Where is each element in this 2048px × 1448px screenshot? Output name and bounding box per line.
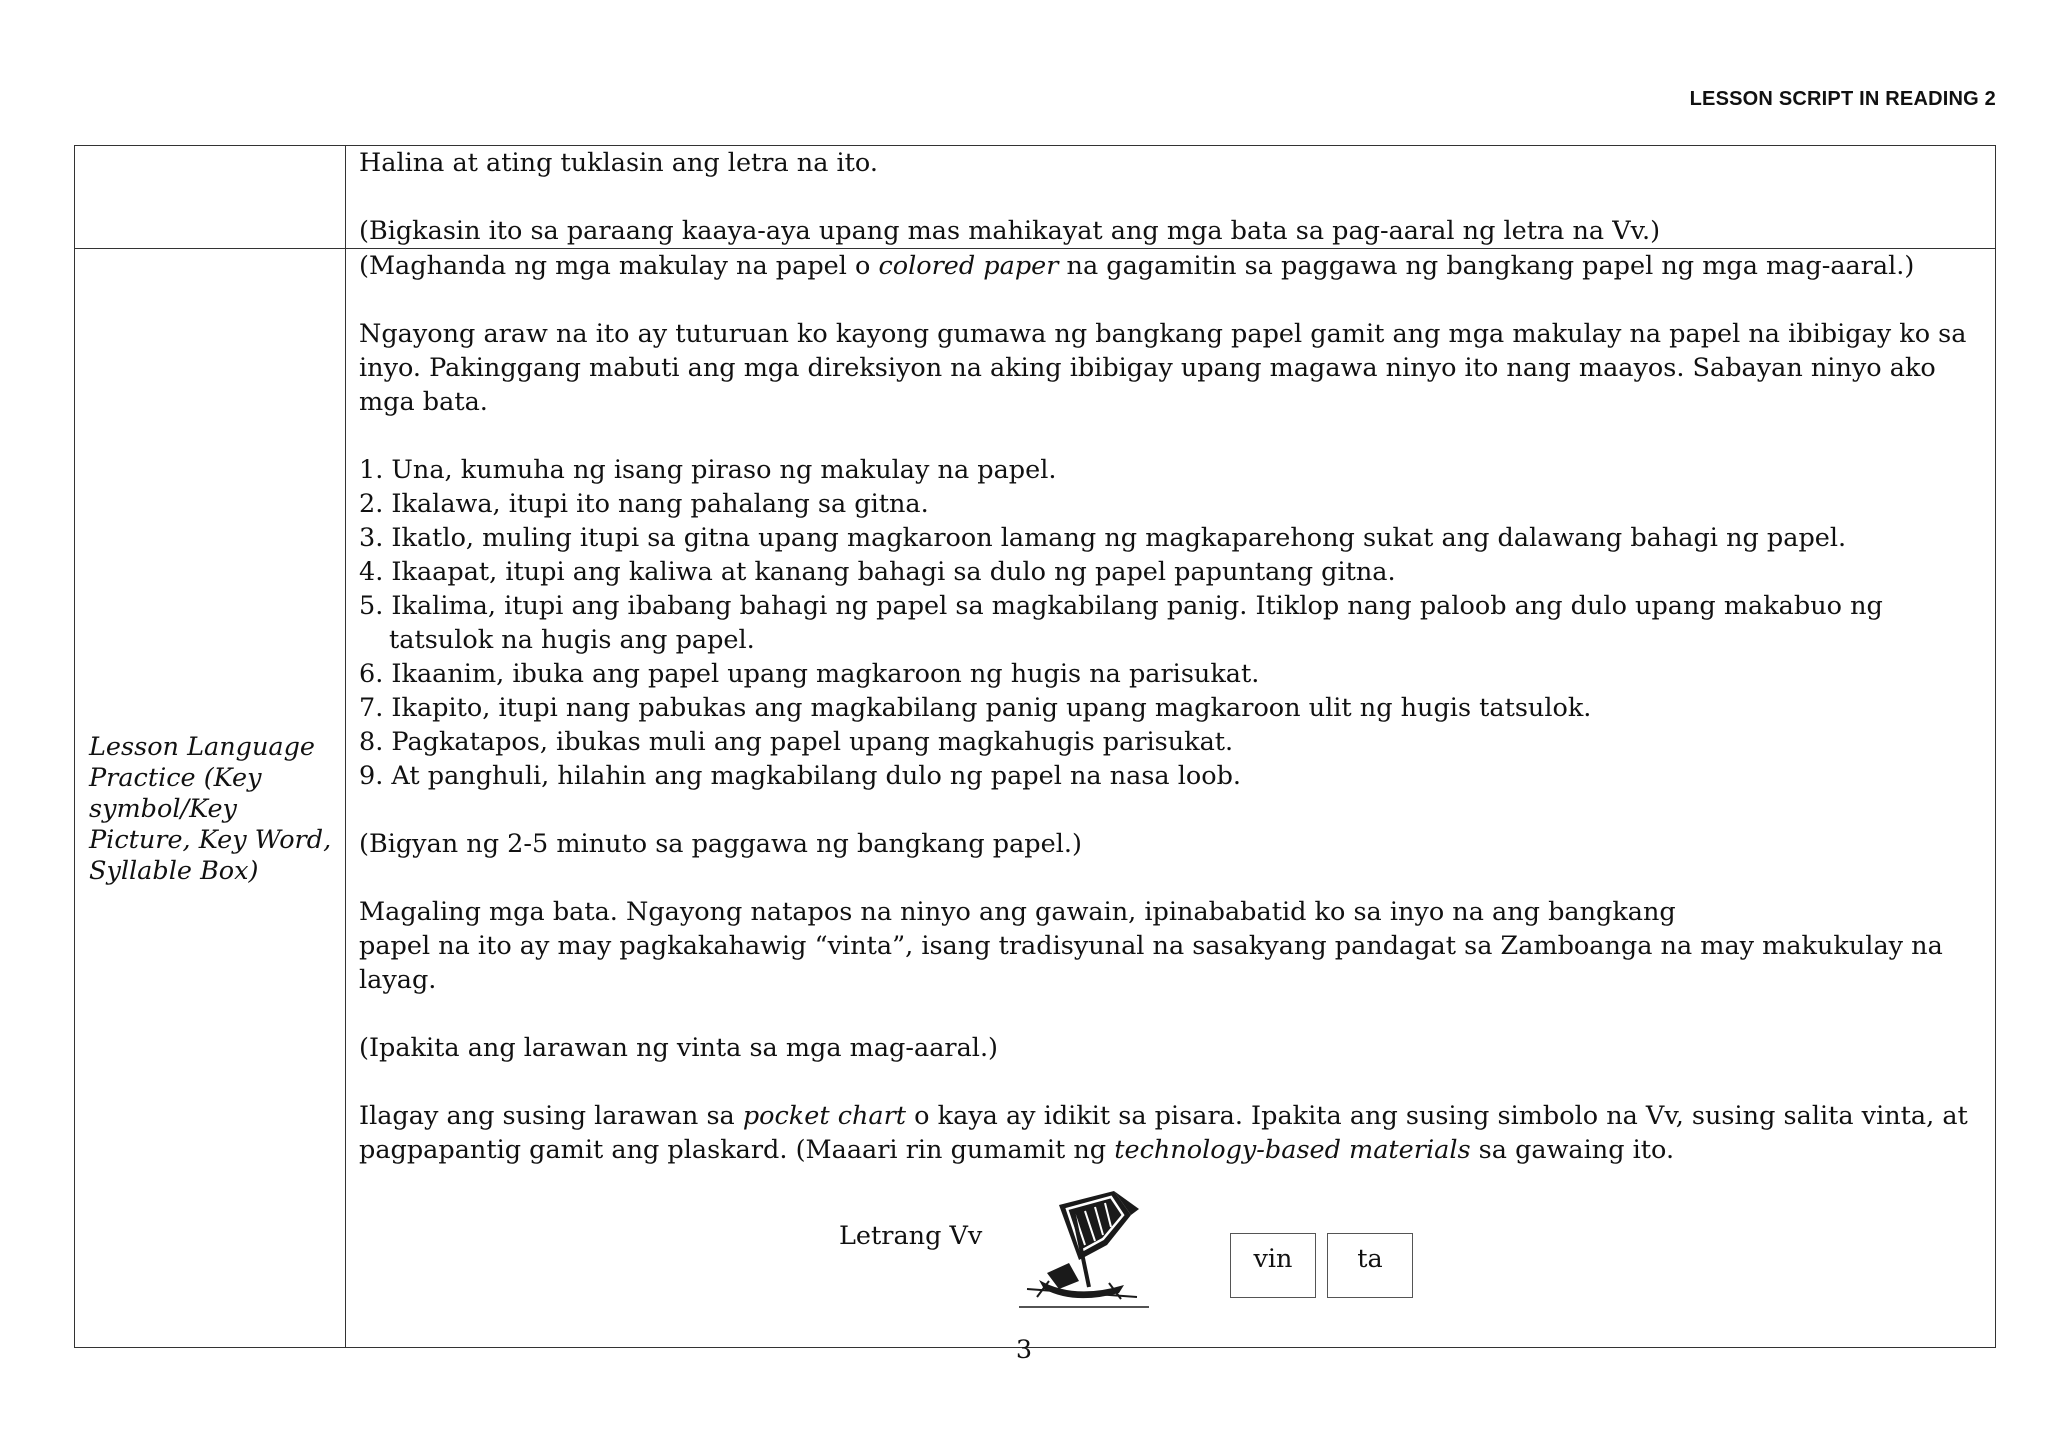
section-label: Lesson Language Practice (Key symbol/Key Picture, Key Word, Syllable Box) <box>89 731 332 886</box>
list-item: 2. Ikalawa, itupi ito nang pahalang sa gitna. <box>359 489 929 519</box>
pocket-chart-instruction: Ilagay ang susing larawan sa pocket chart o kaya ay idikit sa pisara. Ipakita ang susing simbolo na Vv, susing salita vinta, at pagpapantig gamit ang plaskard. (Maaari rin gumamit ng technology-based materials sa gawaing ito. <box>359 1101 1968 1165</box>
list-item: 4. Ikaapat, itupi ang kaliwa at kanang bahagi sa dulo ng papel papuntang gitna. <box>359 557 1396 587</box>
row-label-cell <box>75 146 346 249</box>
vinta-line-1: Magaling mga bata. Ngayong natapos na ninyo ang gawain, ipinababatid ko sa inyo na ang bangkang <box>359 897 1676 927</box>
letter-label: Letrang Vv <box>839 1221 983 1251</box>
preparation-note: (Maghanda ng mga makulay na papel o colored paper na gagamitin sa paggawa ng bangkang papel ng mga mag-aaral.) <box>359 251 1915 281</box>
list-item: 7. Ikapito, itupi nang pabukas ang magkabilang panig upang magkaroon ulit ng hugis tatsulok. <box>359 693 1592 723</box>
syllable-box-vin: vin <box>1230 1233 1316 1298</box>
show-picture-note: (Ipakita ang larawan ng vinta sa mga mag-aaral.) <box>359 1033 999 1063</box>
page-number: 3 <box>1015 1335 1033 1365</box>
table-row <box>75 146 1996 249</box>
teacher-intro: Ngayong araw na ito ay tuturuan ko kayong gumawa ng bangkang papel gamit ang mga makulay na papel na ibibigay ko sa inyo. Pakinggang mabuti ang mga direksiyon na aking ibibigay upang magawa ninyo ito nang maayos. Sabayan ninyo ako mga bata. <box>359 319 1967 417</box>
row-content-cell <box>346 146 1996 249</box>
list-item: 5. Ikalima, itupi ang ibabang bahagi ng papel sa magkabilang panig. Itiklop nang paloob ang dulo upang makabuo ng tatsulok na hugis ang papel. <box>359 591 1883 655</box>
vinta-line-2: papel na ito ay may pagkakahawig “vinta”, isang tradisyunal na sasakyang pandagat sa Zamboanga na may makukulay na layag. <box>359 931 1943 995</box>
intro-line: Halina at ating tuklasin ang letra na ito. <box>359 148 878 178</box>
list-item: 6. Ikaanim, ibuka ang papel upang magkaroon ng hugis na parisukat. <box>359 659 1260 689</box>
list-item: 9. At panghuli, hilahin ang magkabilang dulo ng papel na nasa loob. <box>359 761 1242 791</box>
row-label-cell <box>75 249 346 1348</box>
time-note: (Bigyan ng 2-5 minuto sa paggawa ng bangkang papel.) <box>359 829 1082 859</box>
list-item: 1. Una, kumuha ng isang piraso ng makulay na papel. <box>359 455 1057 485</box>
list-item: 3. Ikatlo, muling itupi sa gitna upang magkaroon lamang ng magkaparehong sukat ang dalawang bahagi ng papel. <box>359 523 1847 553</box>
vinta-boat-icon <box>1019 1185 1149 1310</box>
row-content-cell <box>346 249 1996 1348</box>
table-row <box>75 249 1996 1348</box>
lesson-table <box>74 145 1996 1348</box>
list-item: 8. Pagkatapos, ibukas muli ang papel upang magkahugis parisukat. <box>359 727 1234 757</box>
syllable-box-ta: ta <box>1327 1233 1413 1298</box>
key-visual-row <box>359 1167 1981 1347</box>
instruction-note: (Bigkasin ito sa paraang kaaya-aya upang mas mahikayat ang mga bata sa pag-aaral ng letra na Vv.) <box>359 216 1661 246</box>
steps-list <box>359 453 1981 793</box>
document-header: LESSON SCRIPT IN READING 2 <box>1689 88 1996 110</box>
